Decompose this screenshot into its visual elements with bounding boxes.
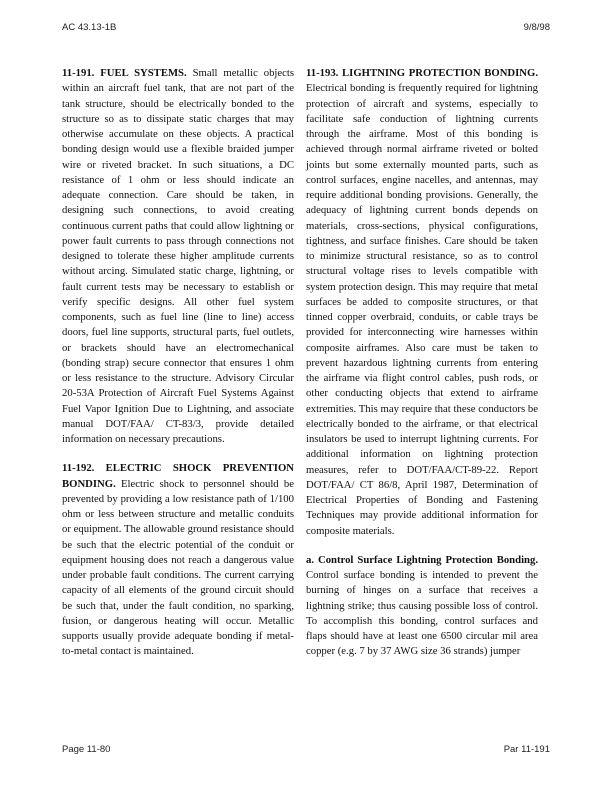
subsection-heading: a. Control Surface Lightning Protection Bonding. xyxy=(306,553,538,566)
section-heading: 11-192. ELECTRIC SHOCK PREVENTION BONDING. xyxy=(62,462,294,490)
section-body: Small metallic objects within an aircraft fuel tank, that are not part of the tank structure, should be electrically bonded to the structure so as to dissipate static charges that may otherwise accumulate on these objects. A practical bonding design would use a flexible braided jumper wire or riveted bracket. In such situations, a DC resistance of 1 ohm or less should indicate an adequate connection. Care should be taken, in designing such connections, to avoid creating continuous current paths that could allow lightning or power fault currents to pass through connections not designed to tolerate these higher amplitude currents without arcing. Simulated static charge, lightning, or fault current tests may be necessary to establish or verify specific designs. All other fuel system components, such as fuel line (line to line) access doors, fuel line supports, structural parts, fuel outlets, or brackets should have an electromechanical (bonding strap) secure connector that ensures 1 ohm or less resistance to the structure. Advisory Circular 20-53A Protection of Aircraft Fuel Systems Against Fuel Vapor Ignition Due to Lightning, and associate manual DOT/FAA/ CT-83/3, provide detailed information on necessary precautions. xyxy=(62,67,295,445)
page-number: Page 11-80 xyxy=(62,744,111,755)
section-11-193 xyxy=(306,66,538,539)
paragraph-reference: Par 11-191 xyxy=(503,744,550,755)
page-footer xyxy=(62,744,550,755)
section-11-191 xyxy=(62,66,294,447)
right-column xyxy=(306,66,538,660)
section-11-193-a xyxy=(306,553,538,660)
section-body: Electrical bonding is frequently required for lightning protection of aircraft and systems, especially to facilitate safe conduction of lightning currents through the airframe. Most of this bonding is achieved through normal airframe riveted or bolted joints but some externally mounted parts, such as control surfaces, engine nacelles, and antennas, may require additional bonding provisions. Generally, the adequacy of lightning current bonds depends on materials, cross-sections, physical configurations, tightness, and surface finishes. Care should be taken to minimize structural resistance, so as to control structural voltage rises to levels compatible with system protection design. This may require that metal surfaces be added to composite structures, or that tinned copper overbraid, conduits, or cable trays be provided for interconnecting wire harnesses within composite airframes. Also care must be taken to prevent hazardous lightning currents from entering the airframe via flight control cables, push rods, or other conducting objects that extend to airframe extremities. This may require that these conductors be electrically bonded to the airframe, or that electrical insulators be used to interrupt lightning currents. For additional information on lightning protection measures, refer to DOT/FAA/CT-89-22. Report DOT/FAA/ CT 86/8, April 1987, Determination of Electrical Properties of Bonding and Fastening Techniques may provide additional information for composite materials. xyxy=(306,82,538,537)
page-header xyxy=(62,22,550,33)
subsection-body: Control surface bonding is intended to prevent the burning of hinges on a surface that receives a lightning strike; thus causing possible loss of control. To accomplish this bonding, control surfaces and flaps should have at least one 6500 circular mil area copper (e.g. 7 by 37 AWG size 36 strands) jumper xyxy=(306,569,538,658)
section-heading: 11-193. LIGHTNING PROTECTION BONDING. xyxy=(306,67,538,79)
section-11-192 xyxy=(62,461,294,659)
section-heading: 11-191. FUEL SYSTEMS. xyxy=(62,67,187,79)
doc-number: AC 43.13-1B xyxy=(62,22,117,33)
doc-date: 9/8/98 xyxy=(523,22,550,33)
section-body: Electric shock to personnel should be prevented by providing a low resistance path of 1/100 ohm or less between structure and metallic conduits or equipment. The allowable ground resistance should be such that the electric potential of the conduit or equipment housing does not reach a dangerous value under probable fault conditions. The current carrying capacity of all elements of the ground circuit should be such that, under the fault condition, no sparking, fusion, or dangerous heating will occur. Metallic supports usually provide adequate bonding if metal-to-metal contact is maintained. xyxy=(62,477,294,658)
left-column xyxy=(62,66,294,660)
